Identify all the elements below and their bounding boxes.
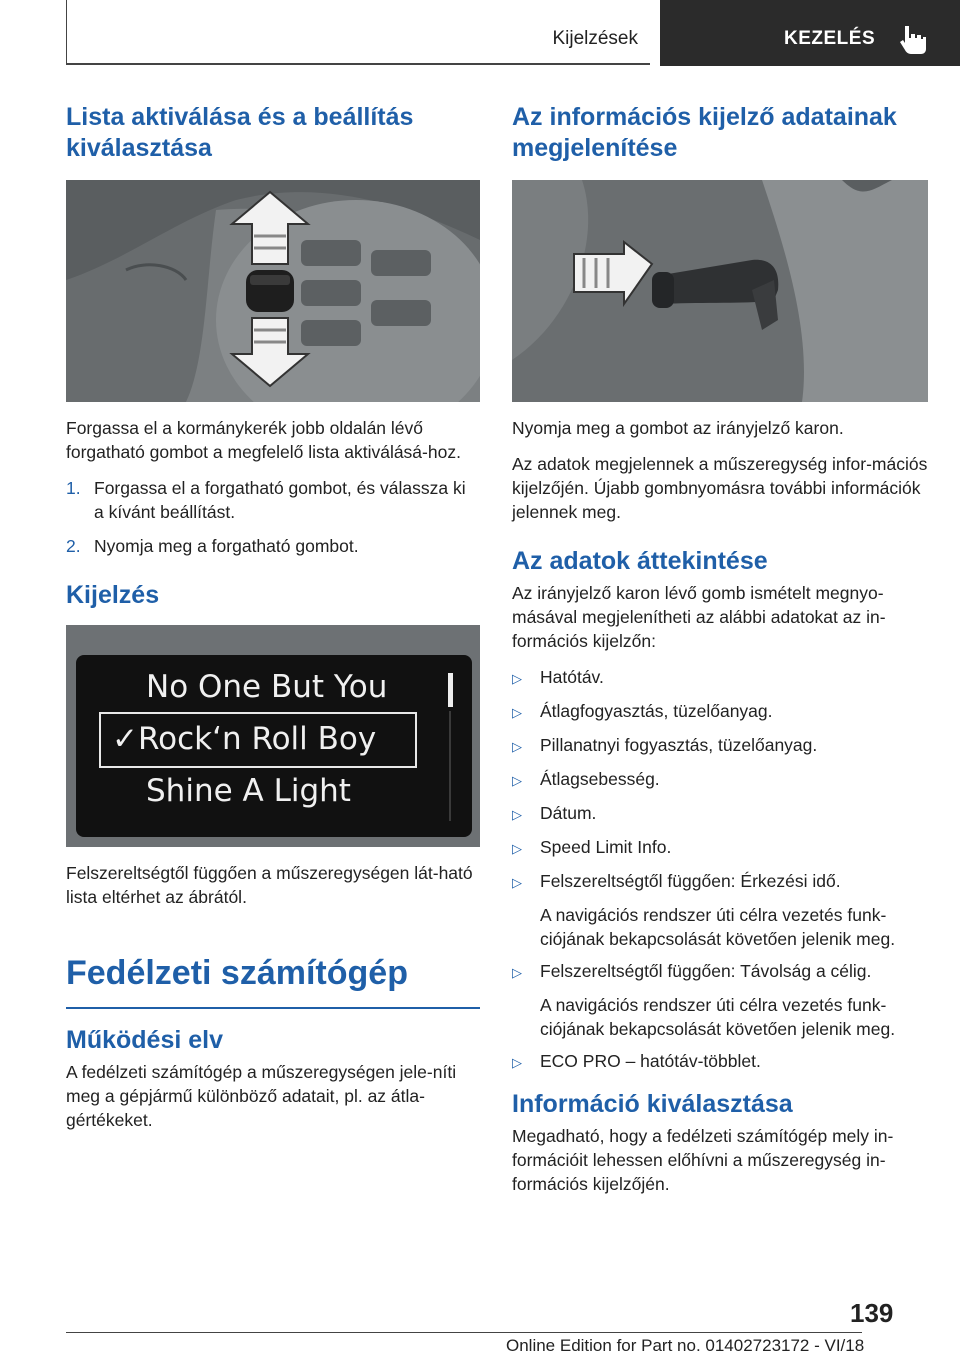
list-item-text: Felszereltségtől függően: Érkezési idő.: [540, 871, 841, 891]
list-item: [512, 1049, 928, 1075]
step-number: 2.: [66, 536, 81, 556]
display-list-item-selected: ✓Rock‘n Roll Boy: [112, 721, 377, 757]
heading-select-info: Információ kiválasztása: [512, 1090, 793, 1118]
paragraph-rotate-knob: Forgassa el a kormánykerék jobb oldalán lévő forgatható gombot a megfelelő lista aktiválásá-hoz.: [66, 418, 461, 462]
steps-list: [66, 476, 480, 558]
list-item-text: Pillanatnyi fogyasztás, tüzelőanyag.: [540, 735, 818, 755]
heading-data-overview: Az adatok áttekintése: [512, 547, 768, 575]
list-item-text: ECO PRO – hatótáv-többlet.: [540, 1051, 761, 1071]
triangle-right-icon: ▷: [512, 705, 522, 720]
heading-principle: Működési elv: [66, 1026, 223, 1054]
hand-pointer-icon: [896, 22, 930, 56]
triangle-right-icon: ▷: [512, 1055, 522, 1070]
step-text: Nyomja meg a forgatható gombot.: [94, 536, 359, 556]
step-number: 1.: [66, 478, 81, 498]
header-chapter-label: KEZELÉS: [784, 28, 876, 49]
step-text: Forgassa el a forgatható gombot, és válassza ki a kívánt beállítást.: [94, 478, 466, 522]
figure-display-list: [66, 625, 480, 847]
triangle-right-icon: ▷: [512, 965, 522, 980]
triangle-right-icon: ▷: [512, 739, 522, 754]
paragraph-select-info: Megadható, hogy a fedélzeti számítógép mely in-formációit lehessen előhívni a műszeregység in-formációs kijelzőjén.: [512, 1126, 894, 1194]
paragraph-data-appears: Az adatok megjelennek a műszeregység infor-mációs kijelzőjén. Újabb gombnyomásra további információk jelennek meg.: [512, 454, 928, 522]
header-rule-bottom: [66, 63, 650, 65]
triangle-right-icon: ▷: [512, 671, 522, 686]
list-item-text: Felszereltségtől függően: Távolság a célig.: [540, 961, 872, 981]
footer-edition: Online Edition for Part no. 01402723172 - VI/18: [506, 1336, 865, 1355]
list-item-note: A navigációs rendszer úti célra vezetés funk-ciójának bekapcsolását követően jelenik meg.: [540, 995, 896, 1039]
triangle-right-icon: ▷: [512, 773, 522, 788]
left-column: [66, 102, 480, 1144]
list-item-text: Dátum.: [540, 803, 597, 823]
heading-display: Kijelzés: [66, 581, 160, 609]
right-column: [512, 102, 928, 1208]
list-item: [512, 869, 928, 951]
list-item: [512, 959, 928, 1041]
list-item: [512, 665, 928, 691]
steering-wheel-illustration: [66, 180, 480, 402]
header-rule-vertical: [66, 0, 67, 64]
paragraph-list-may-differ: Felszereltségtől függően a műszeregységen lát-ható lista eltérhet az ábrától.: [66, 863, 473, 907]
step-item: [66, 476, 480, 524]
paragraph-data-overview: Az irányjelző karon lévő gomb ismételt megnyo-másával megjelenítheti az alábbi adatokat az in-formációs kijelzőn:: [512, 583, 886, 651]
display-list-item: Shine A Light: [146, 773, 351, 809]
chapter-title: Fedélzeti számítógép: [66, 953, 480, 1009]
step-item: [66, 534, 480, 558]
triangle-right-icon: ▷: [512, 875, 522, 890]
list-item: [512, 733, 928, 759]
triangle-right-icon: ▷: [512, 807, 522, 822]
paragraph-principle: A fedélzeti számítógép a műszeregységen jele-níti meg a gépjármű különböző adatait, pl. az átla-gértékeket.: [66, 1062, 457, 1130]
header-chapter-tab: [660, 0, 960, 66]
triangle-right-icon: ▷: [512, 841, 522, 856]
heading-display-info: Az információs kijelző adatainak megjelenítése: [512, 103, 897, 162]
figure-steering-wheel: [66, 180, 480, 402]
list-item-text: Hatótáv.: [540, 667, 604, 687]
list-item: [512, 767, 928, 793]
list-item: [512, 699, 928, 725]
page-number: 139: [850, 1298, 894, 1328]
list-item-note: A navigációs rendszer úti célra vezetés funk-ciójának bekapcsolását követően jelenik meg.: [540, 905, 896, 949]
figure-turn-signal-lever: [512, 180, 928, 402]
display-list-item: No One But You: [146, 669, 388, 705]
turn-signal-lever-illustration: [512, 180, 928, 402]
list-item-text: Átlagfogyasztás, tüzelőanyag.: [540, 701, 773, 721]
list-item-text: Átlagsebesség.: [540, 769, 660, 789]
paragraph-press-button: Nyomja meg a gombot az irányjelző karon.: [512, 418, 844, 438]
heading-list-activation: Lista aktiválása és a beállítás kiválasztása: [66, 103, 414, 162]
list-item: [512, 835, 928, 861]
footer-rule: [66, 1332, 862, 1333]
data-items-list: [512, 665, 928, 1075]
list-item: [512, 801, 928, 827]
list-item-text: Speed Limit Info.: [540, 837, 672, 857]
header-section-title: Kijelzések: [552, 28, 638, 49]
